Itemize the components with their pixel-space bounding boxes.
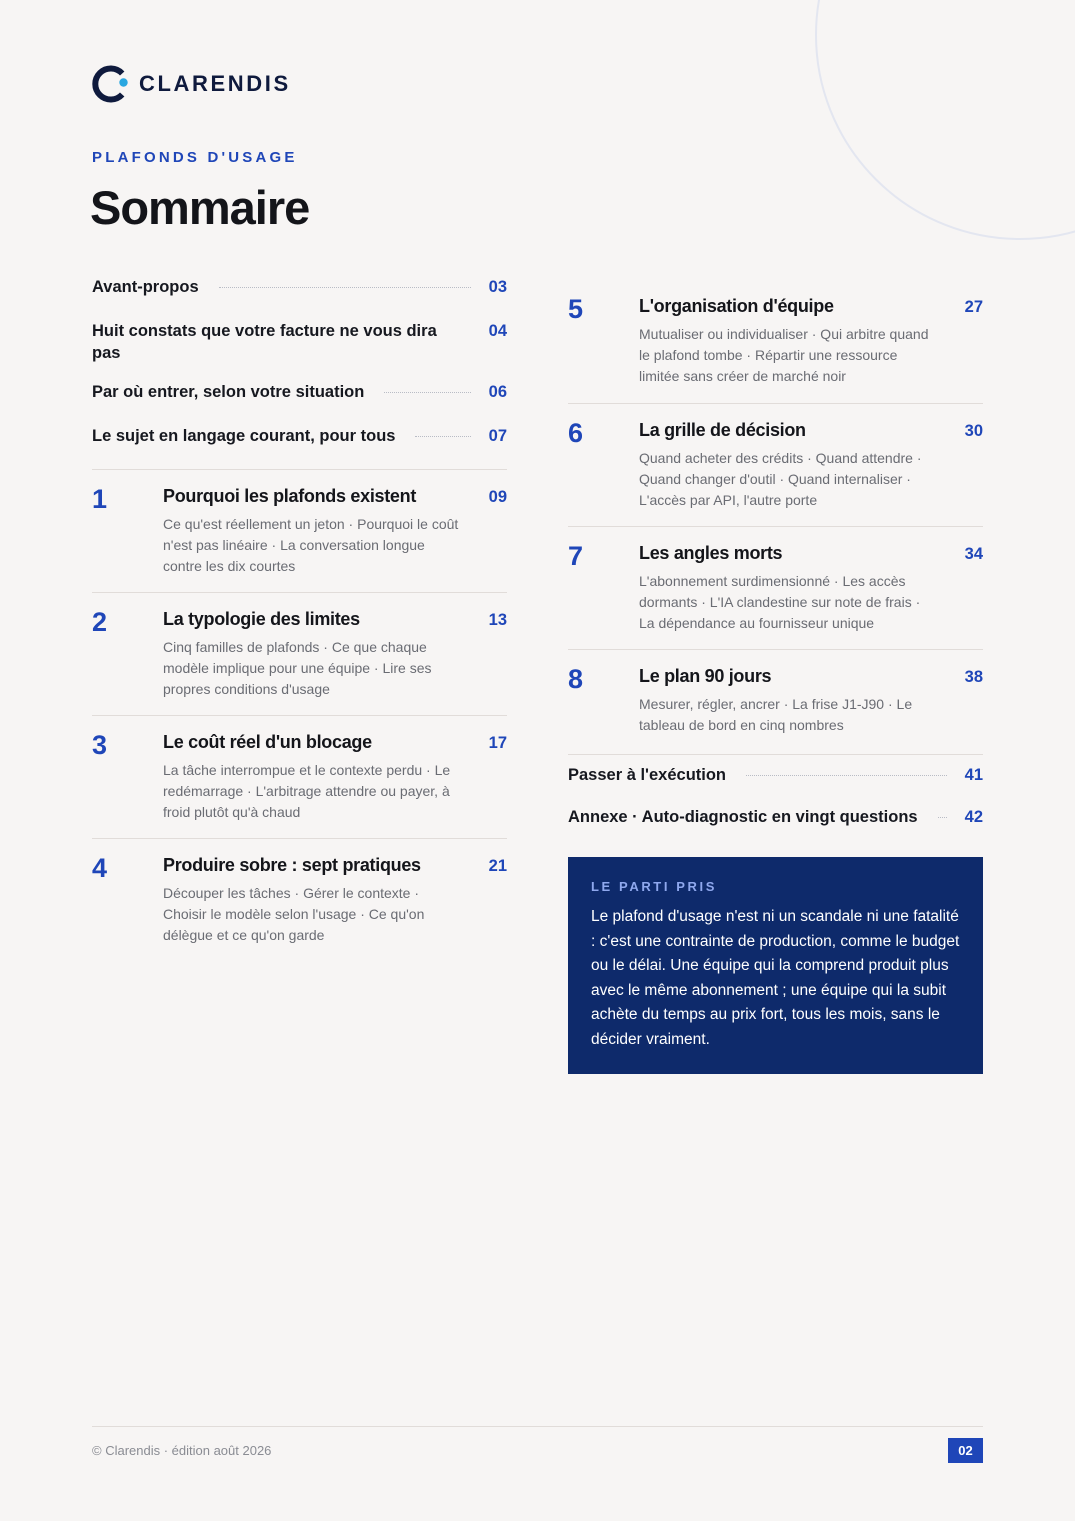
toc-chapter-8[interactable] [568,649,983,754]
chapter-title: La grille de décision [639,420,806,440]
chapter-page: 27 [964,298,983,316]
toc-left-column [92,278,507,961]
footer-divider [92,1426,983,1427]
callout-box [568,857,983,1074]
chapter-page: 13 [488,611,507,629]
chapter-title: Les angles morts [639,543,783,563]
callout-text: Le plafond d'usage n'est ni un scandale ni une fatalité : c'est une contrainte de production, comme le budget ou le délai. Une équipe qui la comprend produit plus avec le même abonnement ; une équipe qui la subit achète du temps au prix fort, tous les mois, sans le décider vraiment. [591,908,960,1048]
chapter-title: L'organisation d'équipe [639,296,834,316]
chapter-page: 17 [488,734,507,752]
chapter-number: 8 [568,664,584,694]
chapter-description: Cinq familles de plafonds · Ce que chaque modèle implique pour une équipe · Lire ses propres conditions d'usage [163,639,432,697]
toc-chapter-7[interactable] [568,526,983,649]
toc-entry-page: 06 [488,383,507,401]
toc-right-column [568,280,983,830]
chapter-page: 34 [964,545,983,563]
footer-copyright: © Clarendis · édition août 2026 [92,1443,272,1458]
toc-entry-avant-propos[interactable] [92,278,507,300]
chapter-page: 38 [964,668,983,686]
toc-chapter-6[interactable] [568,403,983,526]
chapter-description: La tâche interrompue et le contexte perdu · Le redémarrage · L'arbitrage attendre ou payer, à froid plutôt qu'à chaud [163,762,451,820]
chapter-page: 21 [488,857,507,875]
callout-title: LE PARTI PRIS [591,879,718,894]
toc-entry-label: Le sujet en langage courant, pour tous [92,427,396,445]
toc-entry-annexe[interactable] [568,808,983,830]
toc-chapter-4[interactable] [92,838,507,961]
toc-entry-page: 41 [964,766,983,784]
leader-dots [219,287,471,288]
toc-entry-page: 42 [964,808,983,826]
brand-name: CLARENDIS [139,71,291,96]
chapter-number: 1 [92,484,108,514]
toc-entry-page: 04 [488,322,507,340]
brand-logo [92,65,291,103]
chapter-number: 7 [568,541,584,571]
toc-entry-label: Avant-propos [92,278,199,296]
toc-entry-label: Annexe · Auto-diagnostic en vingt questions [568,808,918,826]
chapter-title: Le plan 90 jours [639,666,772,686]
toc-entry-langage-courant[interactable] [92,427,507,449]
toc-entry-label: Passer à l'exécution [568,766,727,784]
leader-dots [746,775,947,776]
divider [568,754,983,756]
chapter-description: Mesurer, régler, ancrer · La frise J1-J90 · Le tableau de bord en cinq nombres [639,696,913,733]
chapter-title: Produire sobre : sept pratiques [163,855,421,875]
clarendis-logo-icon [92,65,130,103]
leader-dots [938,817,947,818]
chapter-number: 6 [568,418,584,448]
chapter-number: 3 [92,730,108,760]
toc-entry-page: 03 [488,278,507,296]
chapter-number: 2 [92,607,108,637]
chapter-page: 30 [964,422,983,440]
toc-entry-passer-execution[interactable] [568,766,983,788]
chapter-title: Pourquoi les plafonds existent [163,486,417,506]
chapter-number: 5 [568,294,584,324]
toc-entry-label: Huit constats que votre facture ne vous dira pas [92,322,437,362]
toc-entry-huit-constats[interactable] [92,320,507,364]
chapter-description: Découper les tâches · Gérer le contexte · Choisir le modèle selon l'usage · Ce qu'on délègue et ce qu'on garde [163,885,425,943]
toc-entry-page: 07 [488,427,507,445]
toc-chapter-5[interactable] [568,280,983,403]
page-title: Sommaire [90,181,310,234]
leader-dots [384,392,470,393]
page-number-badge: 02 [948,1438,983,1463]
chapter-title: Le coût réel d'un blocage [163,732,372,752]
toc-chapter-2[interactable] [92,592,507,715]
chapter-page: 09 [488,488,507,506]
decorative-circle [815,0,1075,240]
section-eyebrow: PLAFONDS D'USAGE [92,149,298,166]
toc-chapter-1[interactable] [92,469,507,592]
toc-chapter-3[interactable] [92,715,507,838]
chapter-description: Mutualiser ou individualiser · Qui arbitre quand le plafond tombe · Répartir une ressource limitée sans créer de marché noir [639,326,929,384]
chapter-description: Ce qu'est réellement un jeton · Pourquoi le coût n'est pas linéaire · La conversation longue contre les dix courtes [163,516,459,574]
chapter-description: L'abonnement surdimensionné · Les accès dormants · L'IA clandestine sur note de frais · La dépendance au fournisseur unique [639,573,921,631]
toc-entry-label: Par où entrer, selon votre situation [92,383,365,401]
chapter-number: 4 [92,853,108,883]
chapter-title: La typologie des limites [163,609,360,629]
toc-entry-par-ou-entrer[interactable] [92,383,507,405]
chapter-description: Quand acheter des crédits · Quand attendre · Quand changer d'outil · Quand internaliser · L'accès par API, l'autre porte [639,450,922,508]
leader-dots [415,436,470,437]
